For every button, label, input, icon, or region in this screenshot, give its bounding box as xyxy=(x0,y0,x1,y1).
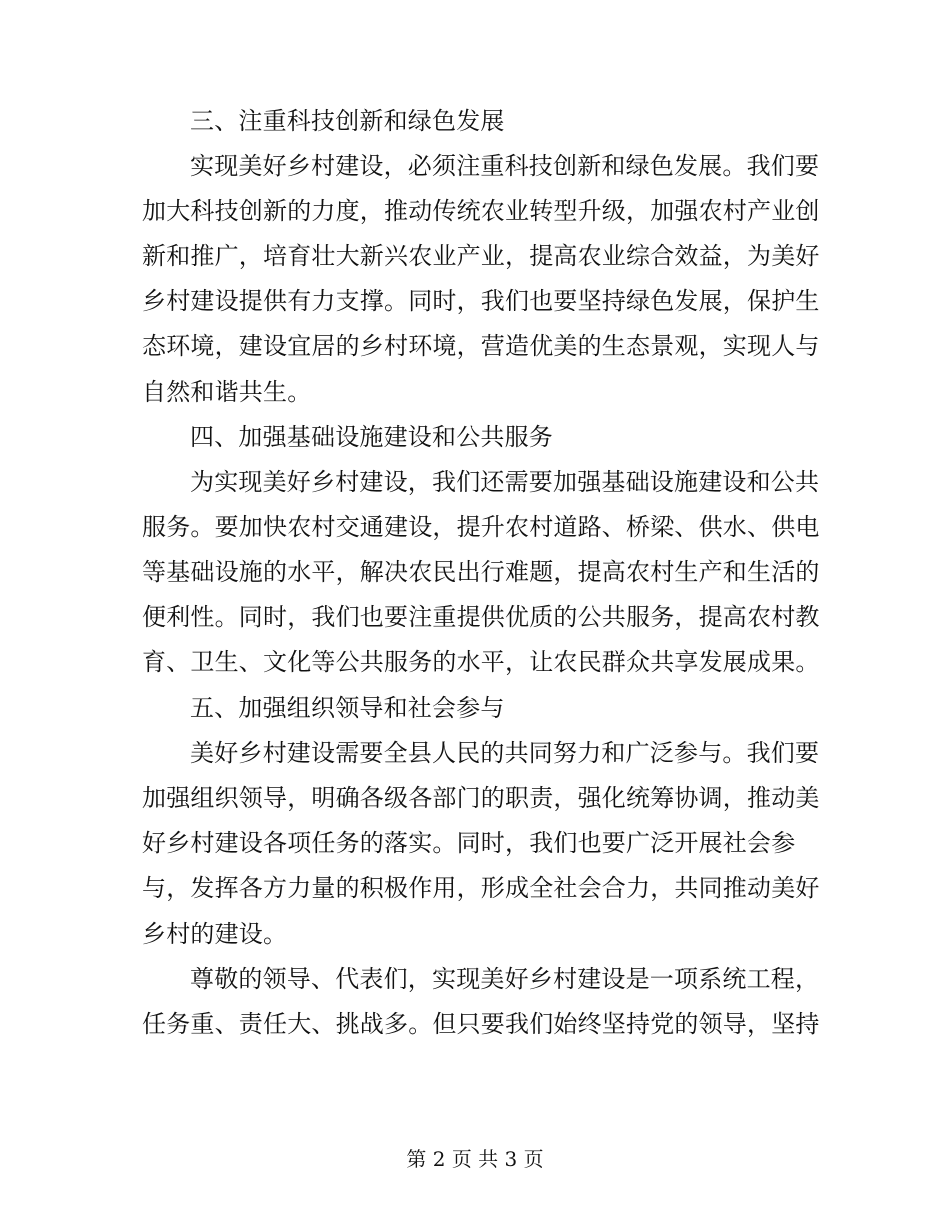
heading-section-3: 三、注重科技创新和绿色发展 xyxy=(190,107,505,135)
paragraph-line: 育、卫生、文化等公共服务的水平，让农民群众共享发展成果。 xyxy=(142,648,820,676)
page-number-footer: 第 2 页 共 3 页 xyxy=(406,1147,544,1171)
paragraph-line: 与，发挥各方力量的积极作用，形成全社会合力，共同推动美好 xyxy=(142,874,820,902)
paragraph-line: 乡村建设提供有力支撑。同时，我们也要坚持绿色发展，保护生 xyxy=(142,287,820,315)
paragraph-line: 态环境，建设宜居的乡村环境，营造优美的生态景观，实现人与 xyxy=(142,332,820,360)
paragraph-line: 尊敬的领导、代表们，实现美好乡村建设是一项系统工程， xyxy=(190,965,820,993)
paragraph-line: 任务重、责任大、挑战多。但只要我们始终坚持党的领导，坚持 xyxy=(142,1010,820,1038)
paragraph-line: 加强组织领导，明确各级各部门的职责，强化统筹协调，推动美 xyxy=(142,784,820,812)
paragraph-line: 自然和谐共生。 xyxy=(142,378,312,406)
heading-section-4: 四、加强基础设施建设和公共服务 xyxy=(190,423,553,451)
paragraph-line: 美好乡村建设需要全县人民的共同努力和广泛参与。我们要 xyxy=(190,739,820,767)
paragraph-line: 便利性。同时，我们也要注重提供优质的公共服务，提高农村教 xyxy=(142,603,820,631)
paragraph-line: 为实现美好乡村建设，我们还需要加强基础设施建设和公共 xyxy=(190,468,820,496)
paragraph-line: 实现美好乡村建设，必须注重科技创新和绿色发展。我们要 xyxy=(190,152,820,180)
paragraph-line: 好乡村建设各项任务的落实。同时，我们也要广泛开展社会参 xyxy=(142,829,796,857)
paragraph-line: 乡村的建设。 xyxy=(142,920,288,948)
paragraph-line: 加大科技创新的力度，推动传统农业转型升级，加强农村产业创 xyxy=(142,197,820,225)
heading-section-5: 五、加强组织领导和社会参与 xyxy=(190,694,505,722)
paragraph-line: 新和推广，培育壮大新兴农业产业，提高农业综合效益，为美好 xyxy=(142,242,820,270)
paragraph-line: 服务。要加快农村交通建设，提升农村道路、桥梁、供水、供电 xyxy=(142,513,820,541)
paragraph-line: 等基础设施的水平，解决农民出行难题，提高农村生产和生活的 xyxy=(142,558,820,586)
